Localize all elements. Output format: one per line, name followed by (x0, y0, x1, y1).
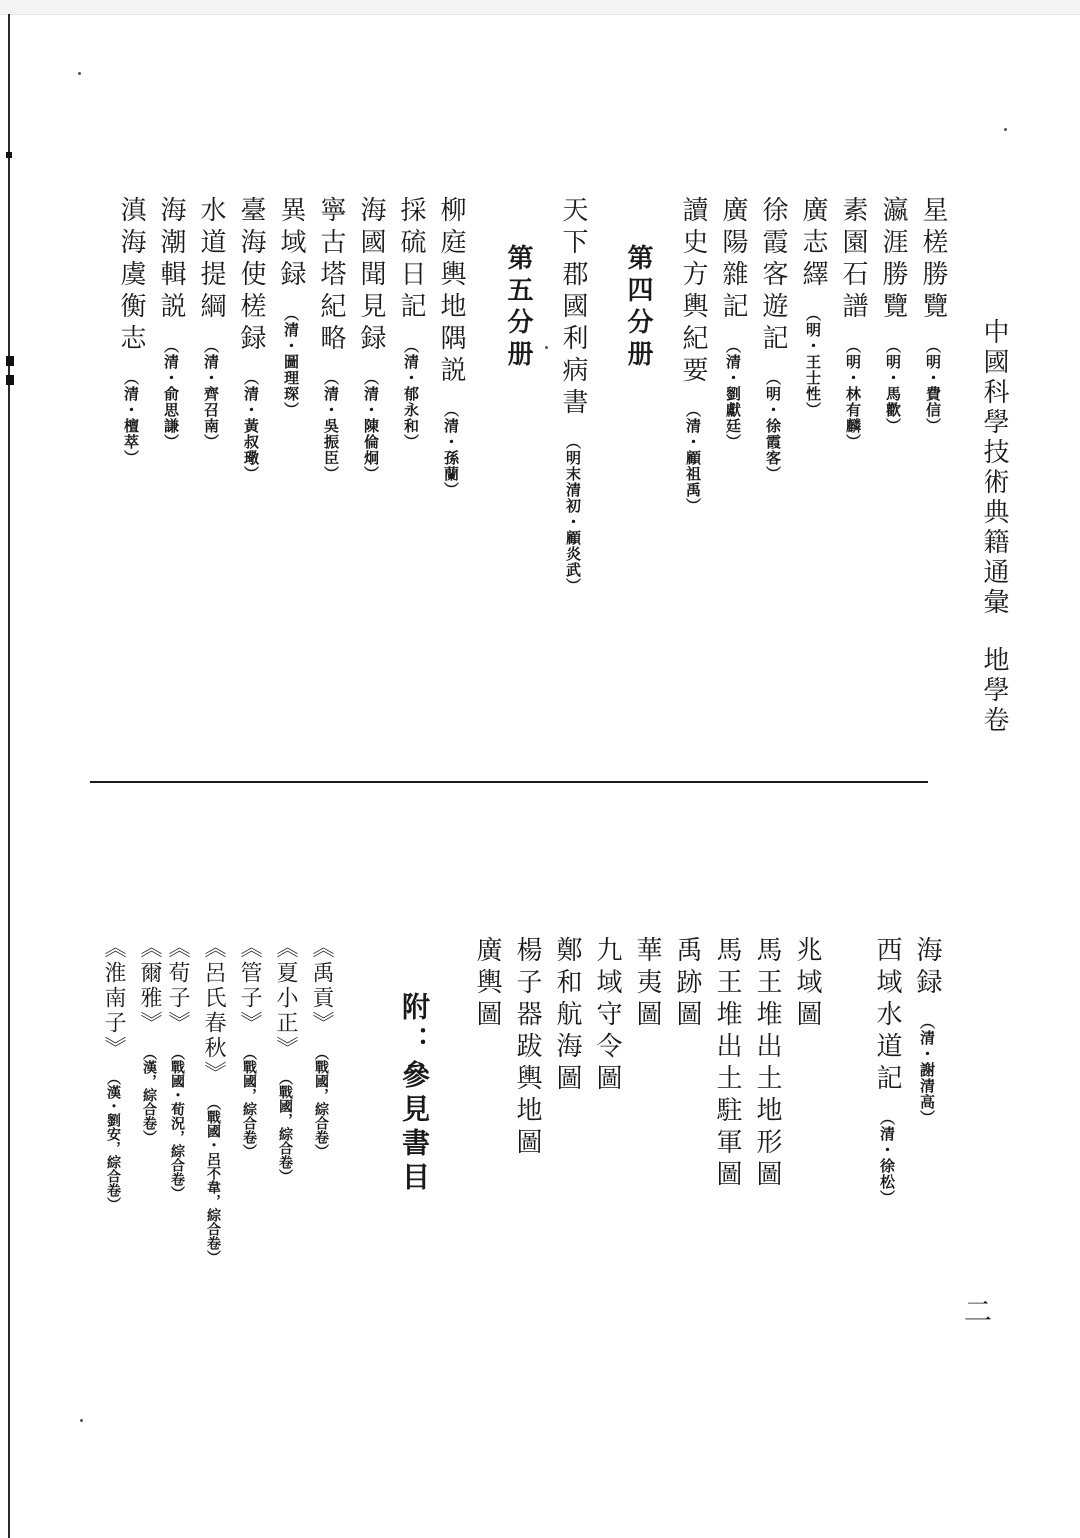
entry: 寧古塔紀略（清・吳振臣） (316, 196, 346, 482)
map-entry: 禹跡圖 (672, 936, 702, 1032)
entry: 水道提綱（清・齊召南） (196, 196, 226, 450)
section-heading-5: 第五分册 (503, 244, 533, 372)
entry: 讀史方輿紀要（清・顧祖禹） (678, 196, 708, 514)
scan-speck (1004, 128, 1007, 131)
entry: 海録（清・謝清高） (912, 936, 942, 1126)
reference-entry: 《荀子》（戰國・荀況，綜合卷） (165, 936, 190, 1200)
reference-entry: 《淮南子》（漢・劉安，綜合卷） (101, 936, 126, 1211)
reference-entry: 《爾雅》（漢，綜合卷） (137, 936, 162, 1144)
map-entry: 鄭和航海圖 (552, 936, 582, 1096)
binding-margin-line (8, 14, 10, 1538)
entry: 素園石譜（明・林有麟） (838, 196, 868, 450)
map-entry: 九域守令圖 (592, 936, 622, 1096)
viewer-top-bar (0, 0, 1080, 15)
appendix-heading: 附：參見書目 (398, 992, 431, 1196)
map-entry: 華夷圖 (632, 936, 662, 1032)
map-entry: 馬王堆出土駐軍圖 (712, 936, 742, 1192)
entry: 天下郡國利病書（明末清初・顧炎武） (558, 196, 588, 594)
map-entry: 廣輿圖 (472, 936, 502, 1032)
entry: 星槎勝覽（明・費信） (918, 196, 948, 434)
reference-entry: 《管子》（戰國，綜合卷） (237, 936, 262, 1158)
entry: 海國聞見録（清・陳倫炯） (356, 196, 386, 482)
running-head-volume: 地學卷 (979, 646, 1009, 736)
scan-speck (80, 1419, 83, 1422)
entry: 西域水道記（清・徐松） (872, 936, 902, 1206)
entry: 瀛涯勝覽（明・馬歡） (878, 196, 908, 434)
entry: 滇海虞衡志（清・檀萃） (116, 196, 146, 466)
entry: 廣陽雜記（清・劉獻廷） (718, 196, 748, 450)
running-head (976, 318, 1013, 736)
reference-entry: 《夏小正》（戰國，綜合卷） (273, 936, 298, 1183)
running-head-title: 中國科學技術典籍通彙 (979, 318, 1009, 618)
reference-entry: 《呂氏春秋》（戰國・呂不韋，綜合卷） (201, 936, 226, 1264)
section-divider (90, 781, 928, 783)
reference-entry: 《禹貢》（戰國，綜合卷） (309, 936, 334, 1158)
entry: 徐霞客遊記（明・徐霞客） (758, 196, 788, 482)
scan-speck (545, 346, 548, 349)
page-number: 二 (964, 1295, 993, 1328)
entry: 異域録（清・圖理琛） (276, 196, 306, 418)
margin-mark (6, 152, 12, 158)
entry: 柳庭輿地隅説（清・孫蘭） (436, 196, 466, 498)
map-entry: 兆域圖 (792, 936, 822, 1032)
map-entry: 楊子器跋輿地圖 (512, 936, 542, 1160)
entry: 廣志繹（明・王士性） (798, 196, 828, 418)
margin-mark (6, 356, 14, 366)
margin-mark (6, 375, 14, 385)
map-entry: 馬王堆出土地形圖 (752, 936, 782, 1192)
entry: 海潮輯説（清・俞思謙） (156, 196, 186, 450)
section-heading-4: 第四分册 (623, 244, 653, 372)
entry: 採硫日記（清・郁永和） (396, 196, 426, 450)
scan-speck (78, 72, 81, 75)
entry: 臺海使槎録（清・黃叔璥） (236, 196, 266, 482)
